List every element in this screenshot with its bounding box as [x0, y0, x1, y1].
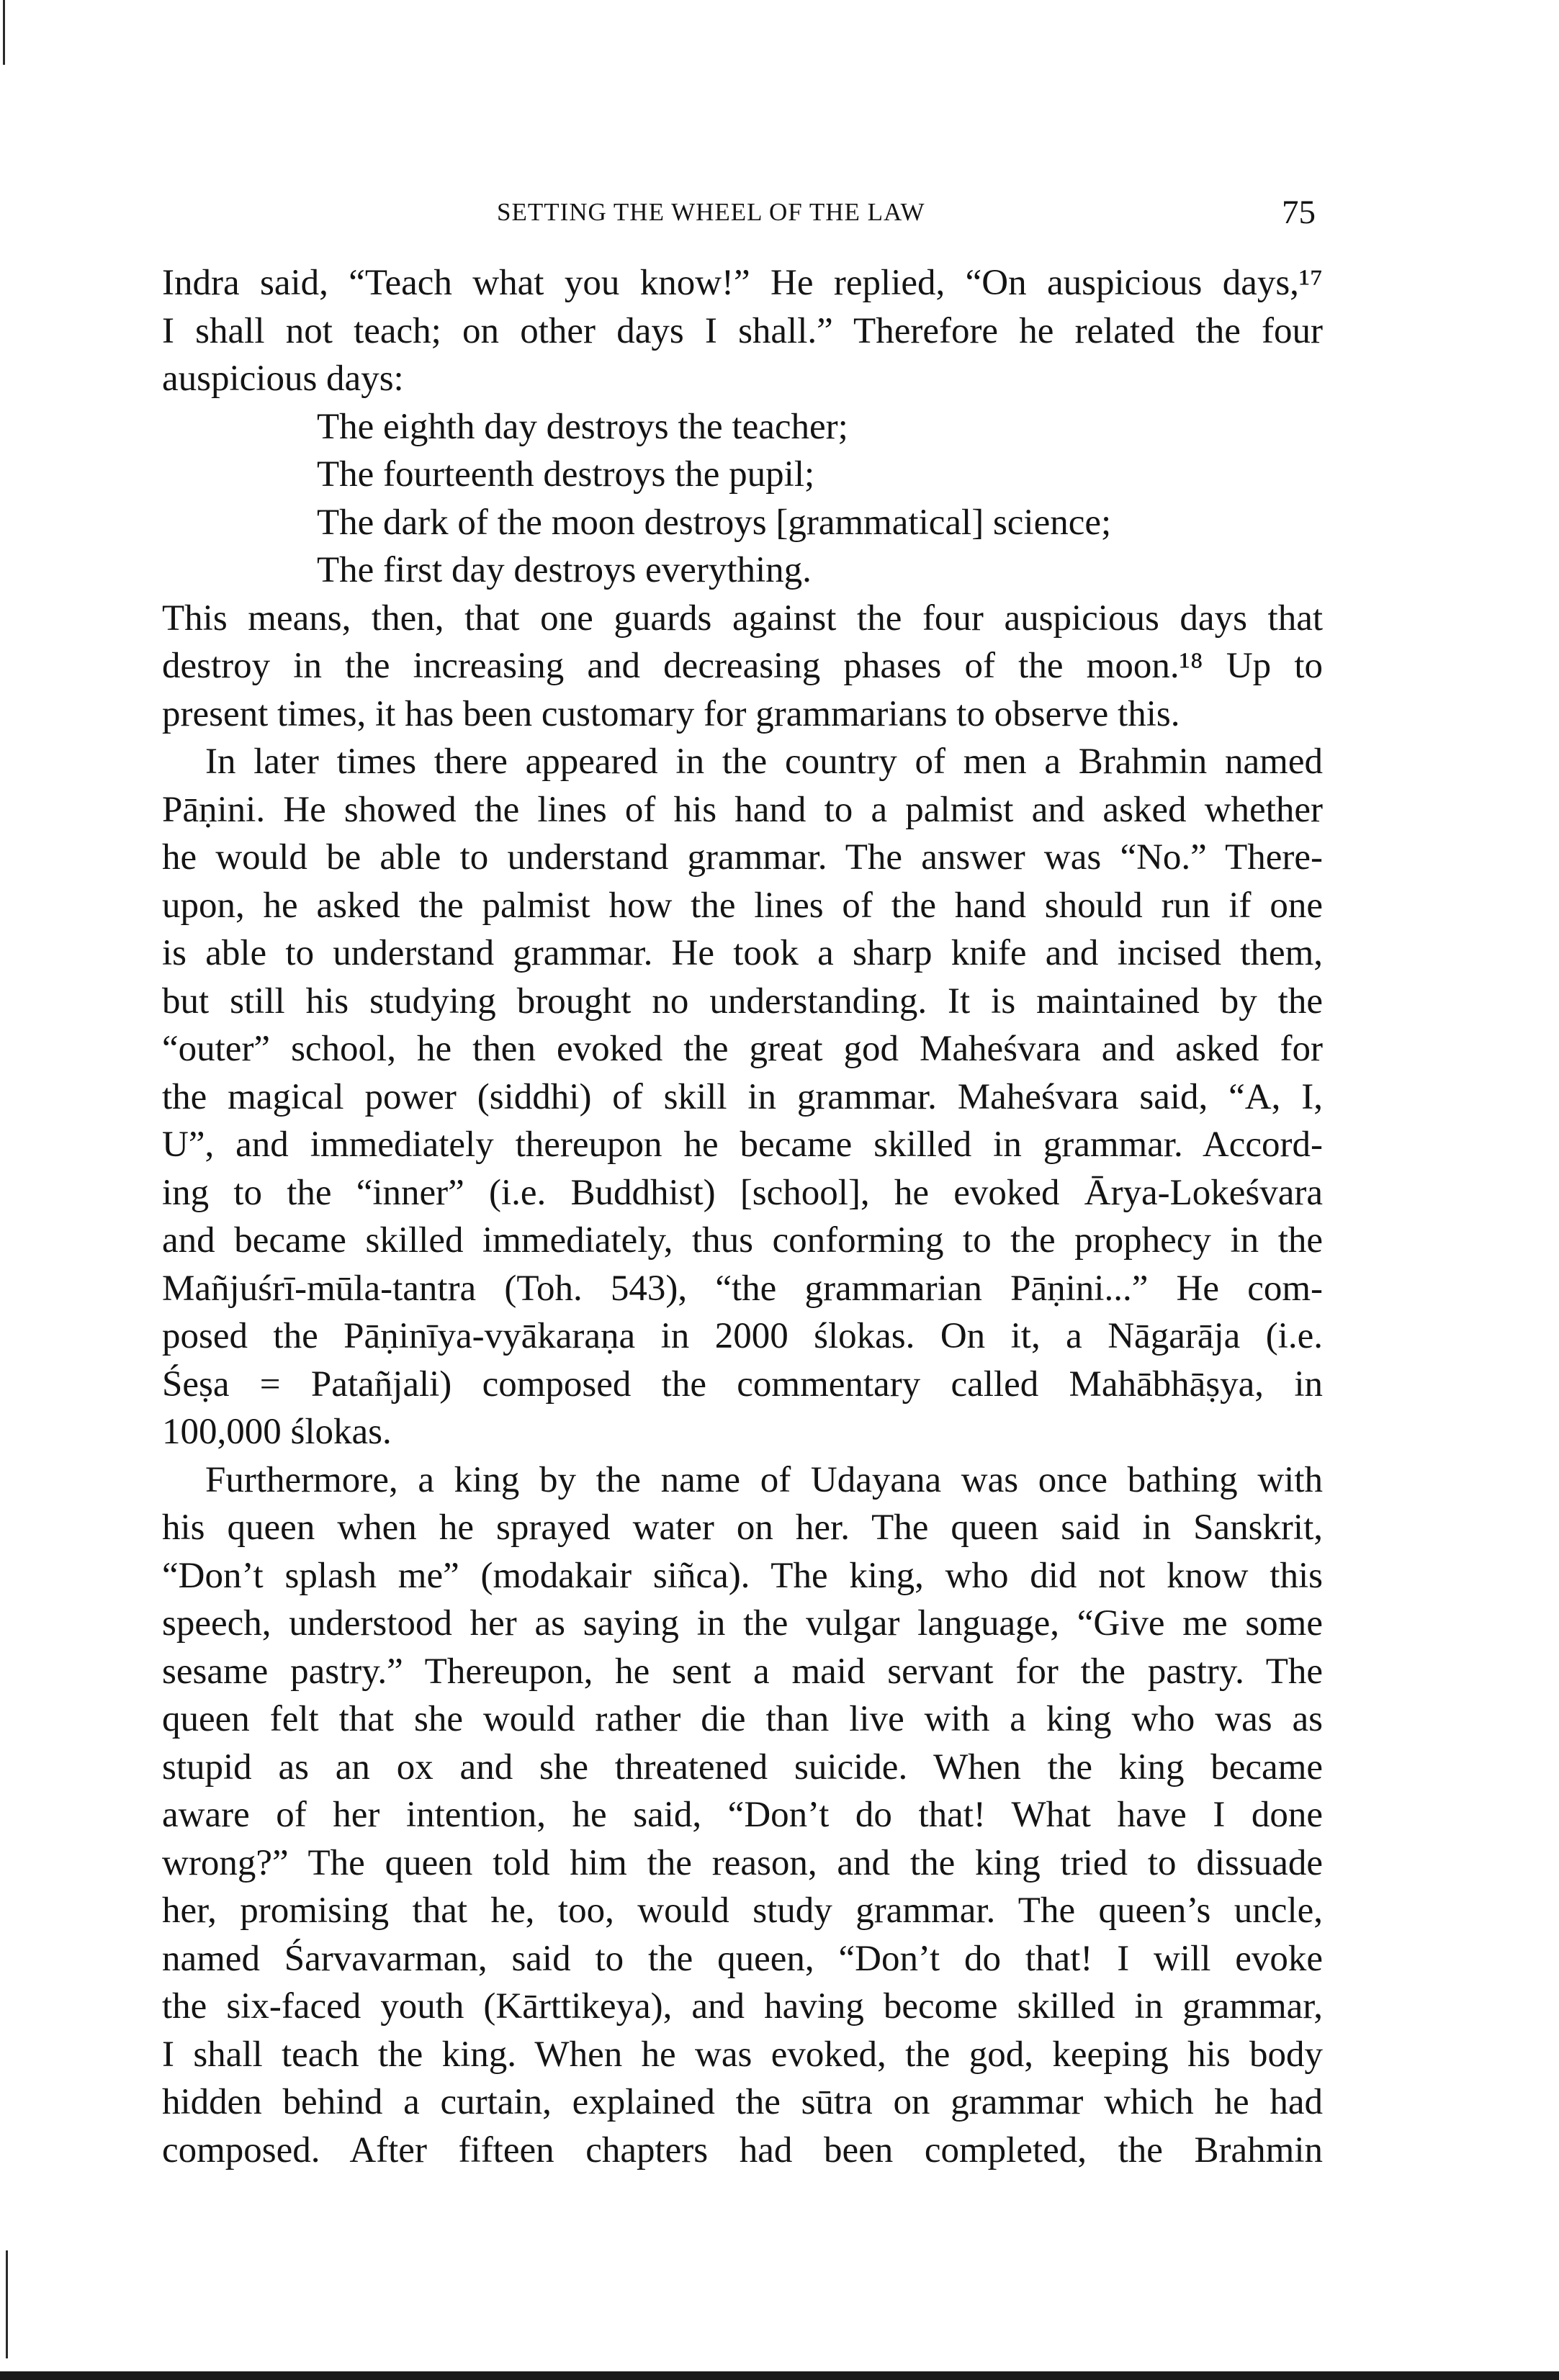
text-line: sesame pastry.” Thereupon, he sent a maid servant for the pastry. The — [162, 1651, 1323, 1692]
body-text — [162, 259, 1323, 2174]
text-line: aware of her intention, he said, “Don’t do that! What have I done — [162, 1795, 1323, 1835]
text-line: hidden behind a curtain, explained the sūtra on grammar which he had — [162, 2082, 1323, 2122]
text-line: named Śarvavarman, said to the queen, “Don’t do that! I will evoke — [162, 1938, 1323, 1979]
verse-line: The dark of the moon destroys [grammatical] science; — [317, 502, 1112, 543]
text-line: composed. After fifteen chapters had been completed, the Brahmin — [162, 2129, 1323, 2171]
text-line: stupid as an ox and she threatened suicide. When the king became — [162, 1746, 1323, 1788]
verse-line: The fourteenth destroys the pupil; — [317, 454, 815, 495]
verse — [162, 403, 1323, 595]
running-title: SETTING THE WHEEL OF THE LAW — [497, 198, 925, 226]
text-line: In later times there appeared in the country of men a Brahmin named — [205, 742, 1323, 782]
text-line: is able to understand grammar. He took a sharp knife and incised them, — [162, 933, 1323, 973]
text-line: Mañjuśrī-mūla-tantra (Toh. 543), “the grammarian Pāṇini...” He com- — [162, 1268, 1323, 1309]
text-line: auspicious days: — [162, 359, 404, 399]
paragraph-3 — [162, 738, 1323, 1456]
text-line: U”, and immediately thereupon he became skilled in grammar. Accord- — [162, 1124, 1323, 1165]
text-line: her, promising that he, too, would study grammar. The queen’s uncle, — [162, 1890, 1323, 1931]
text-line: destroy in the increasing and decreasing phases of the moon.¹⁸ Up to — [162, 646, 1323, 686]
text-line: speech, understood her as saying in the vulgar language, “Give me some — [162, 1603, 1323, 1644]
paragraph-2 — [162, 595, 1323, 739]
scan-edge-bottom — [0, 2371, 1559, 2380]
text-line: I shall teach the king. When he was evoked, the god, keeping his body — [162, 2034, 1323, 2075]
scan-edge-left-lower — [6, 2250, 8, 2358]
text-line: queen felt that she would rather die than live with a king who was as — [162, 1699, 1323, 1739]
page-number: 75 — [1282, 194, 1316, 231]
text-line: “outer” school, he then evoked the great god Maheśvara and asked for — [162, 1029, 1323, 1069]
text-line: upon, he asked the palmist how the lines of the hand should run if one — [162, 885, 1323, 926]
text-line: posed the Pāṇinīya-vyākaraṇa in 2000 ślokas. On it, a Nāgarāja (i.e. — [162, 1316, 1323, 1356]
text-line: the six-faced youth (Kārttikeya), and having become skilled in grammar, — [162, 1986, 1323, 2027]
text-line: the magical power (siddhi) of skill in grammar. Maheśvara said, “A, I, — [162, 1076, 1323, 1117]
scan-edge-left — [3, 0, 5, 65]
text-line: I shall not teach; on other days I shall.” Therefore he related the four — [162, 310, 1323, 351]
text-line: his queen when he sprayed water on her. The queen said in Sanskrit, — [162, 1507, 1323, 1548]
text-line: This means, then, that one guards against the four auspicious days that — [162, 598, 1323, 639]
verse-line: The first day destroys everything. — [317, 550, 812, 590]
text-line: 100,000 ślokas. — [162, 1412, 392, 1452]
text-line: Indra said, “Teach what you know!” He replied, “On auspicious days,¹⁷ — [162, 263, 1323, 303]
text-line: and became skilled immediately, thus conforming to the prophecy in the — [162, 1220, 1323, 1261]
text-line: he would be able to understand grammar. The answer was “No.” There- — [162, 837, 1323, 878]
verse-line: The eighth day destroys the teacher; — [317, 406, 848, 447]
text-line: wrong?” The queen told him the reason, and the king tried to dissuade — [162, 1842, 1323, 1883]
paragraph-4 — [162, 1456, 1323, 2175]
text-line: Śeṣa = Patañjali) composed the commentary called Mahābhāṣya, in — [162, 1363, 1323, 1405]
text-line: present times, it has been customary for grammarians to observe this. — [162, 693, 1180, 734]
text-line: but still his studying brought no understanding. It is maintained by the — [162, 981, 1323, 1022]
text-line: Pāṇini. He showed the lines of his hand to a palmist and asked whether — [162, 789, 1323, 830]
text-line: Furthermore, a king by the name of Udayana was once bathing with — [205, 1459, 1323, 1500]
text-line: “Don’t splash me” (modakair siñca). The king, who did not know this — [162, 1555, 1323, 1596]
text-line: ing to the “inner” (i.e. Buddhist) [school], he evoked Ārya-Lokeśvara — [162, 1172, 1323, 1213]
paragraph-1 — [162, 259, 1323, 403]
